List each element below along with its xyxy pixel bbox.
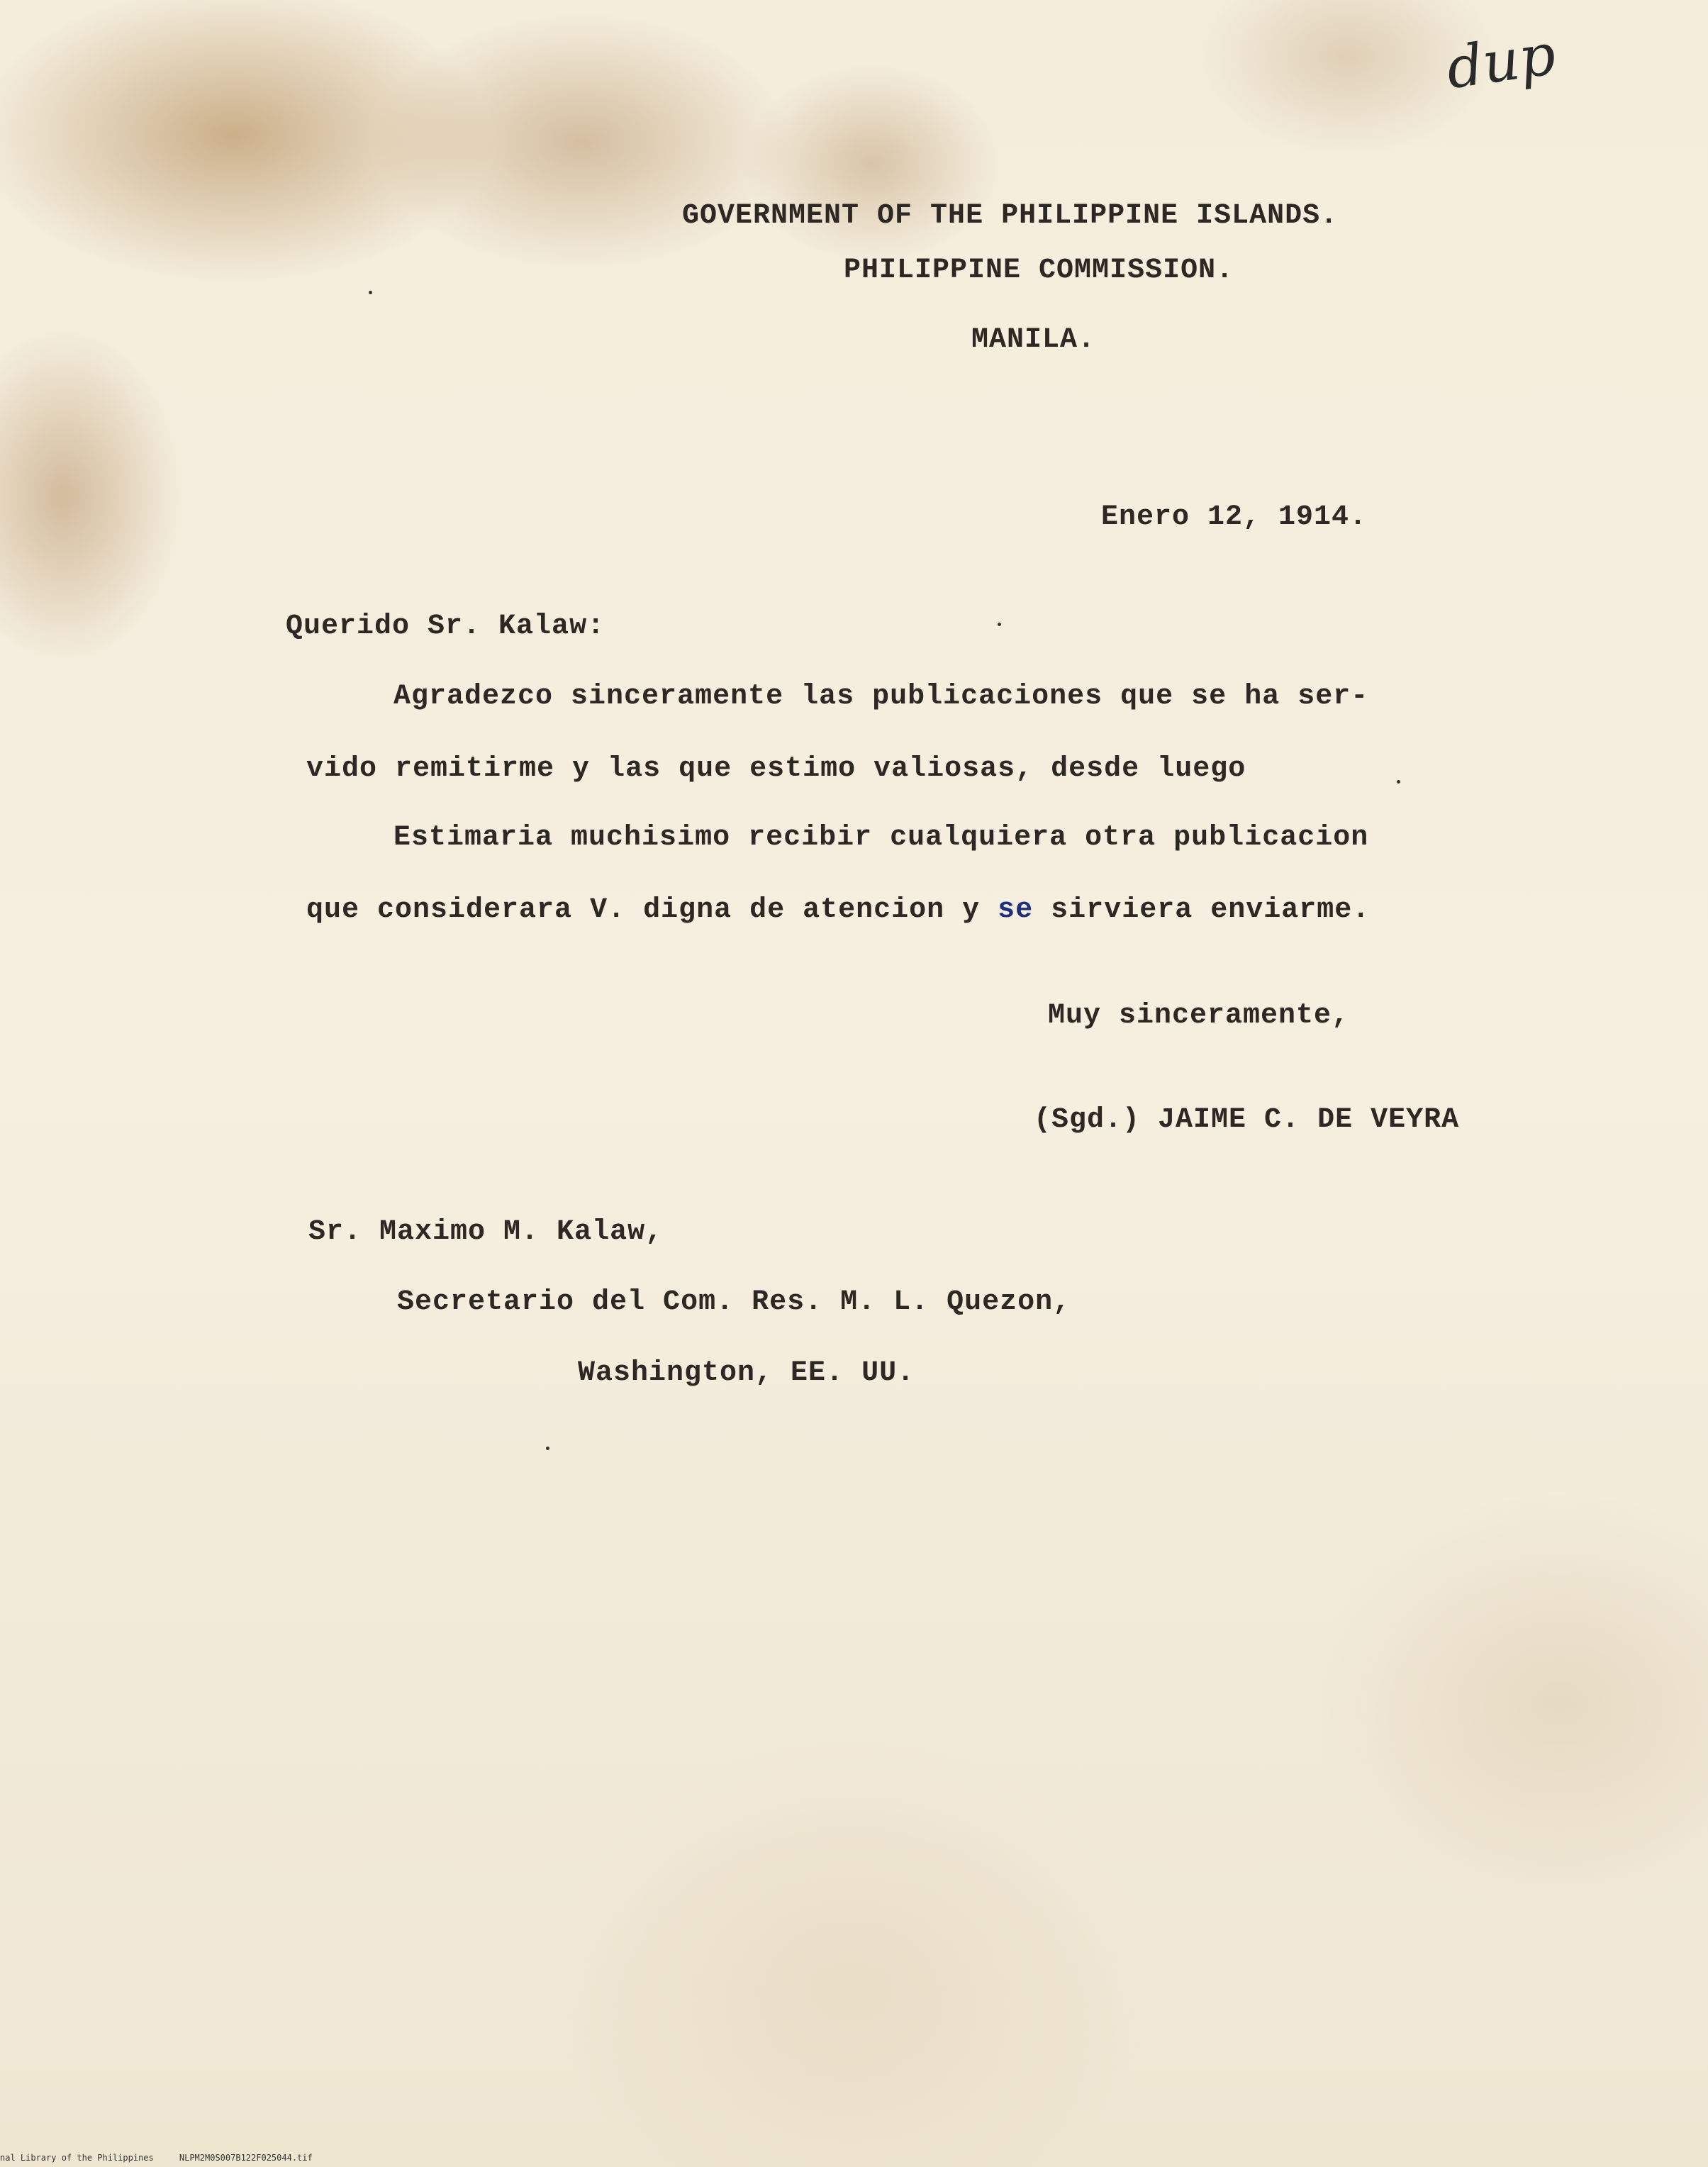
address-city: Washington, EE. UU. <box>578 1357 915 1389</box>
address-title: Secretario del Com. Res. M. L. Quezon, <box>397 1286 1071 1318</box>
body-line-2: vido remitirme y las que estimo valiosas, desde luego <box>306 753 1246 785</box>
letterhead-commission: PHILIPPINE COMMISSION. <box>844 255 1234 286</box>
paper-speck <box>998 623 1001 626</box>
archive-footer <box>0 2153 313 2163</box>
body-line-4-correction: se <box>998 894 1034 926</box>
paper-speck <box>546 1447 549 1450</box>
letter-date: Enero 12, 1914. <box>1101 501 1368 533</box>
handwritten-annotation: dup <box>1442 21 1560 102</box>
body-line-4 <box>306 896 1370 925</box>
salutation: Querido Sr. Kalaw: <box>286 611 605 642</box>
address-name: Sr. Maximo M. Kalaw, <box>308 1216 664 1248</box>
body-line-4-end: sirviera enviarme. <box>1033 894 1371 926</box>
letterhead-city: MANILA. <box>971 324 1096 356</box>
paper-speck <box>369 291 372 294</box>
body-line-3: Estimaria muchisimo recibir cualquiera otra publicacion <box>393 822 1369 854</box>
paper-speck <box>1397 780 1400 784</box>
body-line-4-start: que considerara V. digna de atencion y <box>306 894 998 926</box>
footer-file: NLPM2M0S007B122F025044.tif <box>179 2153 313 2163</box>
closing: Muy sinceramente, <box>1048 1000 1350 1032</box>
signature: (Sgd.) JAIME C. DE VEYRA <box>1034 1104 1460 1136</box>
letterhead-government: GOVERNMENT OF THE PHILIPPINE ISLANDS. <box>682 200 1339 232</box>
footer-library: nal Library of the Philippines <box>0 2153 154 2163</box>
body-line-1: Agradezco sinceramente las publicaciones que se ha ser- <box>393 681 1369 713</box>
